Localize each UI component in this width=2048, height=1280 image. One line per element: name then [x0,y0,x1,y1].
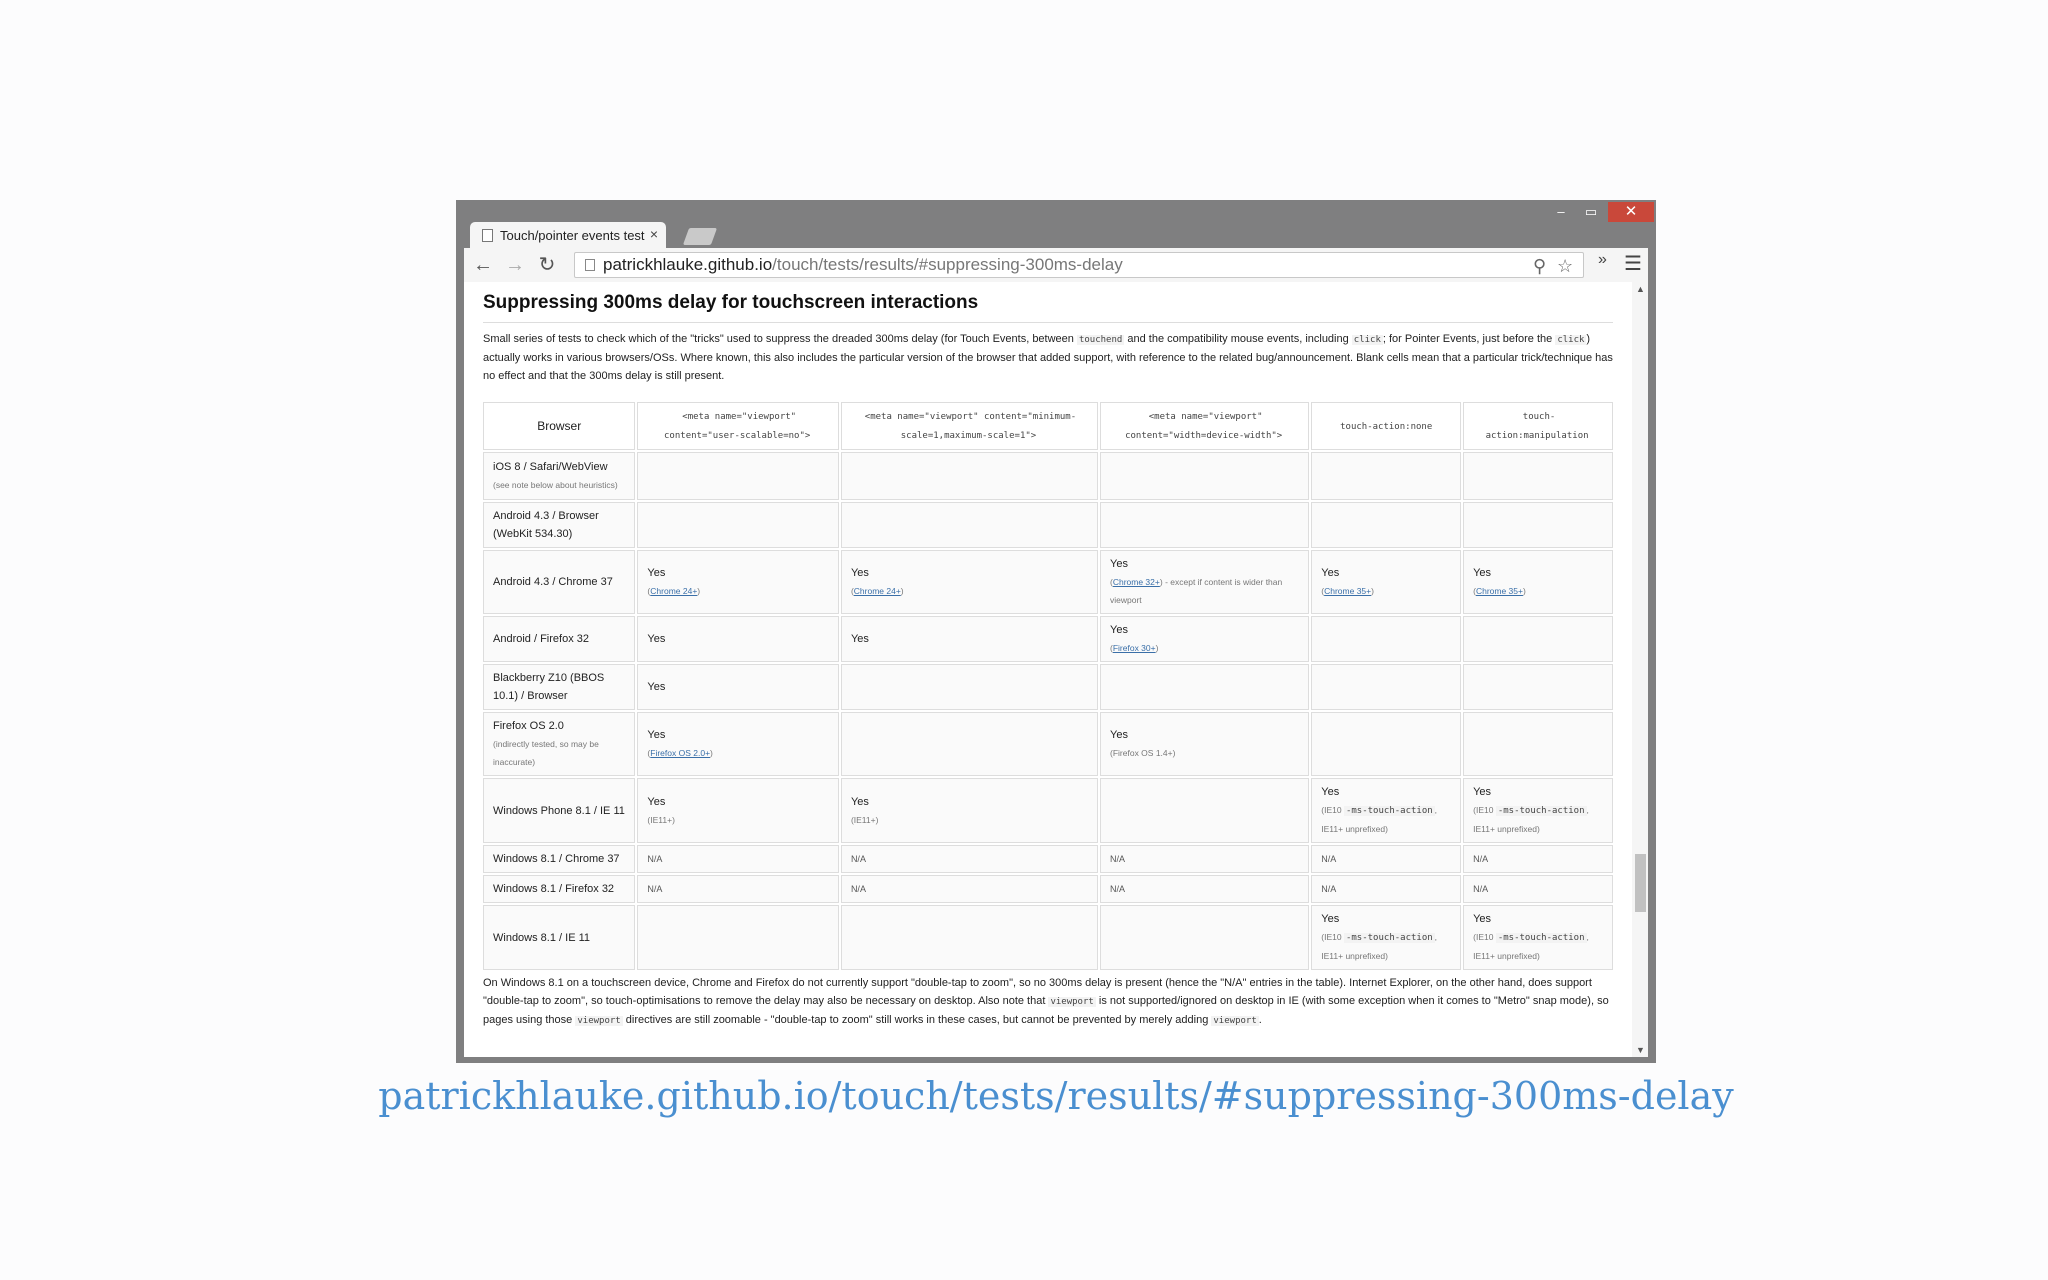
result-value: Yes [1473,567,1492,579]
intro-code-click: click [1353,335,1381,345]
version-note: IE10 [1324,805,1344,815]
result-cell [1311,845,1461,873]
table-row [483,875,1613,903]
table-row [483,502,1613,548]
result-cell [1463,778,1613,843]
browser-name-cell [483,616,635,662]
result-value: Yes [647,795,666,808]
result-detail [1321,928,1451,965]
version-note: - except if content is wider than viewport [1110,577,1283,605]
result-detail [1473,928,1603,965]
column-header-code: <meta name="viewport" content="minimum-scale=1,maximum-scale=1"> [864,412,1077,441]
result-cell [637,616,839,662]
result-cell [841,905,1098,970]
result-detail [1110,573,1299,609]
result-cell [841,616,1098,662]
footnote-text-4: . [1258,1014,1262,1026]
paren: ) [1536,824,1540,834]
result-cell [841,550,1098,614]
table-row [483,616,1613,662]
bookmark-star-icon[interactable]: ☆ [1557,256,1574,276]
result-cell [1463,452,1613,500]
extensions-overflow-icon[interactable]: » [1598,251,1607,268]
search-icon[interactable]: ⚲ [1533,256,1547,276]
result-cell [1311,550,1461,614]
result-cell [1463,616,1613,662]
result-cell [637,664,839,710]
browser-name: Windows 8.1 / IE 11 [493,931,591,944]
new-tab-button[interactable] [683,228,717,245]
result-value: Yes [1110,624,1128,636]
result-cell [1463,905,1613,970]
paren: ( [1321,586,1325,596]
result-value: Yes [647,681,666,693]
paren: ) [1385,824,1388,834]
result-value: Yes [1321,913,1340,925]
browser-name-cell [483,845,635,873]
result-detail [1321,582,1451,600]
browser-name-cell [483,905,635,970]
result-cell [1100,845,1309,873]
browser-tab[interactable] [470,222,666,248]
intro-code-touchend: touchend [1078,335,1123,345]
property-code: -ms-touch-action [1345,806,1433,816]
result-cell [1463,845,1613,873]
page-icon [482,229,493,242]
paren: ( [1321,805,1325,815]
result-detail [647,744,829,762]
url-caption: patrickhlauke.github.io/touch/tests/results/#suppressing-300ms-delay [378,1074,1734,1118]
paren: ) [900,586,904,596]
footnote-paragraph [483,974,1613,1030]
result-value: Yes [1110,558,1128,570]
intro-text-2: and the compatibility mouse events, including [1124,333,1352,345]
browser-note: (see note below about heuristics) [493,480,618,490]
scroll-up-arrow-icon[interactable]: ▲ [1636,284,1645,294]
result-cell [637,905,839,970]
result-detail [1110,744,1299,762]
result-detail [851,811,1088,829]
url-host: patrickhlauke.github.io [603,255,773,274]
na-label: N/A [1321,854,1337,864]
table-row [483,905,1613,970]
na-label: N/A [647,854,663,864]
column-header-code: touch-action:manipulation [1485,412,1589,441]
result-cell [1463,712,1613,776]
result-value: Yes [647,729,666,741]
version-link[interactable]: Chrome 24+ [853,586,901,596]
browser-name-cell [483,712,635,776]
browser-name-cell [483,875,635,903]
url-path: /touch/tests/results/#suppressing-300ms-delay [772,255,1123,274]
browser-name: Windows 8.1 / Firefox 32 [493,883,615,895]
minimize-button[interactable]: – [1557,204,1565,219]
footnote-text-3: directives are still zoomable - "double-tap to zoom" still works in these cases, but cannot be prevented by merely adding [622,1014,1212,1026]
column-header [1463,402,1613,450]
intro-code-click-2: click [1557,335,1585,345]
version-link[interactable]: Chrome 24+ [650,586,698,596]
property-code: -ms-touch-action [1345,933,1433,943]
paren: ( [850,814,854,825]
tab-title: Touch/pointer events test [500,228,645,243]
result-cell [1463,502,1613,548]
browser-name: Firefox OS 2.0 [493,720,564,732]
result-cell [1100,875,1309,903]
property-code: -ms-touch-action [1497,933,1585,943]
result-cell [1463,550,1613,614]
result-cell [1311,452,1461,500]
heading-divider [483,322,1613,323]
version-note: , IE11+ unprefixed [1473,932,1589,961]
paren: ) [1522,586,1526,596]
maximize-button[interactable]: ▭ [1584,204,1598,219]
version-note: , IE11+ unprefixed [1321,805,1438,834]
table-row [483,778,1613,843]
na-label: N/A [647,884,663,894]
result-cell [841,875,1098,903]
result-value: Yes [850,795,869,808]
result-detail [851,582,1088,600]
reload-icon[interactable]: ↻ [538,254,556,276]
result-value: Yes [1110,729,1128,741]
result-cell [1463,875,1613,903]
page-info-icon [585,259,595,271]
result-cell [1100,664,1309,710]
na-label: N/A [1110,884,1126,894]
paren: ) [697,586,701,596]
result-cell [1311,502,1461,548]
browser-name: Blackberry Z10 (BBOS 10.1) / Browser [493,672,605,702]
browser-window [456,200,1656,1063]
intro-text-3: ; for Pointer Events, just before the [1382,333,1556,345]
version-link[interactable]: Chrome 32+ [1112,577,1160,587]
na-label: N/A [850,884,866,894]
result-value: Yes [1473,913,1492,925]
browser-name-cell [483,664,635,710]
version-note: IE11+ [650,814,673,825]
result-cell [841,664,1098,710]
result-cell [841,845,1098,873]
result-cell [637,875,839,903]
column-header-code: <meta name="viewport" content="width=device-width"> [1125,412,1283,441]
result-value: Yes [647,633,666,645]
result-detail [1473,582,1603,600]
scroll-thumb[interactable] [1635,854,1646,912]
version-note: , IE11+ unprefixed [1473,805,1589,834]
table-row [483,712,1613,776]
table-row [483,550,1613,614]
browser-name-cell [483,778,635,843]
paren: ( [1473,805,1476,815]
version-note: IE10 [1475,932,1496,942]
footnote-code-viewport-2: viewport [577,1016,621,1026]
version-note: Firefox OS 1.4+ [1112,748,1173,758]
result-cell [1100,712,1309,776]
result-cell [637,845,839,873]
column-header-code: <meta name="viewport" content="user-scalable=no"> [664,412,811,441]
column-header [637,402,839,450]
version-link[interactable]: Firefox 30+ [1112,643,1156,653]
paren: ) [875,814,879,825]
footnote-code-viewport: viewport [1050,997,1094,1007]
browser-name-cell [483,452,635,500]
paren: ) [1159,577,1163,587]
paren: ) [1371,586,1374,596]
result-cell [1100,550,1309,614]
result-cell [637,502,839,548]
browser-toolbar [464,248,1648,282]
version-link[interactable]: Firefox OS 2.0+ [650,748,711,758]
result-cell [841,778,1098,843]
result-value: Yes [1321,786,1340,798]
browser-name: Android 4.3 / Browser (WebKit 534.30) [493,510,599,540]
paren: ( [1473,932,1476,942]
result-cell [1311,664,1461,710]
browser-name-cell [483,550,635,614]
result-cell [1311,616,1461,662]
back-arrow-icon[interactable]: ← [473,254,493,276]
browser-name: Windows 8.1 / Chrome 37 [493,853,620,865]
result-value: Yes [1321,567,1340,579]
paren: ) [1536,951,1540,961]
paren: ) [672,814,675,825]
paren: ( [1321,932,1325,942]
paren: ( [1110,577,1113,587]
close-window-button[interactable]: ✕ [1608,202,1654,222]
table-header-row [483,402,1613,450]
result-cell [1311,778,1461,843]
result-cell [1100,778,1309,843]
column-header [1100,402,1309,450]
table-row [483,664,1613,710]
na-label: N/A [850,854,866,864]
column-header [841,402,1098,450]
result-value: Yes [1473,786,1492,798]
result-cell [841,712,1098,776]
result-cell [637,778,839,843]
version-note: IE10 [1324,932,1344,942]
paren: ) [1172,748,1176,758]
result-cell [1311,905,1461,970]
address-bar[interactable] [574,252,1584,278]
paren: ( [647,814,651,825]
paren: ( [647,586,651,596]
result-cell [637,550,839,614]
table-body [483,452,1613,970]
table-row [483,452,1613,500]
footnote-code-viewport-3: viewport [1213,1016,1257,1026]
paren: ) [1385,951,1388,961]
browser-name: Android / Firefox 32 [493,633,589,645]
result-value: Yes [850,633,869,645]
menu-icon[interactable]: ☰ [1624,253,1642,275]
result-detail [1110,639,1299,657]
result-detail [647,582,829,600]
result-cell [637,712,839,776]
table-row [483,845,1613,873]
browser-name-cell [483,502,635,548]
url-text [603,253,1123,277]
result-cell [1100,616,1309,662]
paren: ( [1110,748,1113,758]
result-value: Yes [647,567,666,579]
paren: ) [1155,643,1159,653]
intro-text-1: Small series of tests to check which of the "tricks" used to suppress the dreaded 300ms delay (for Touch Events, between [483,333,1077,345]
results-table [481,400,1615,972]
version-note: IE11+ [853,814,876,825]
intro-text-4: ) actually works in various browsers/OSs. Where known, this also includes the particular version of the browser that added support, with reference to the related bug/announcement. Blank cells mean that a particular trick/technique has no effect and that the 300ms delay is still present. [483,333,1613,382]
result-cell [841,452,1098,500]
na-label: N/A [1473,884,1489,894]
browser-name: iOS 8 / Safari/WebView [493,461,608,473]
forward-arrow-icon[interactable]: → [505,254,525,276]
vertical-scrollbar[interactable] [1632,282,1648,1057]
scroll-down-arrow-icon[interactable]: ▼ [1636,1045,1645,1055]
result-value: Yes [850,567,869,579]
result-cell [1100,502,1309,548]
result-detail [1473,801,1603,838]
version-note: , IE11+ unprefixed [1321,932,1438,961]
column-header-code: touch-action:none [1340,421,1433,432]
na-label: N/A [1321,884,1337,894]
column-header [1311,402,1461,450]
na-label: N/A [1110,854,1126,864]
page-content [464,282,1648,1057]
browser-name: Android 4.3 / Chrome 37 [493,576,613,588]
result-detail [1321,801,1451,838]
result-cell [1311,712,1461,776]
result-cell [1463,664,1613,710]
result-cell [1100,905,1309,970]
property-code: -ms-touch-action [1497,806,1585,816]
result-cell [637,452,839,500]
result-detail [647,811,829,829]
result-cell [841,502,1098,548]
page-heading: Suppressing 300ms delay for touchscreen interactions [483,292,979,313]
na-label: N/A [1473,854,1489,864]
result-cell [1311,875,1461,903]
paren: ) [710,748,713,758]
result-cell [1100,452,1309,500]
column-header: Browser [483,402,635,450]
footnote-text-2: is not supported/ignored on desktop in IE (with some exception when it comes to "Metro" snap mode), so pages using those [483,995,1609,1026]
browser-name: Windows Phone 8.1 / IE 11 [493,804,625,817]
version-link[interactable]: Chrome 35+ [1475,586,1523,596]
footnote-text-1: On Windows 8.1 on a touchscreen device, Chrome and Firefox do not currently support "double-tap to zoom", so no 300ms delay is present (hence the "N/A" entries in the table). Internet Explorer, on the other hand, does support "double-tap to zoom", so touch-optimisations to remove the delay may also be necessary on desktop. Also note that [483,977,1592,1007]
intro-paragraph [483,330,1613,385]
version-note: IE10 [1475,805,1496,815]
paren: ( [850,586,854,596]
version-link[interactable]: Chrome 35+ [1324,586,1372,596]
paren: ( [1473,586,1476,596]
browser-note: (indirectly tested, so may be inaccurate) [493,739,599,767]
paren: ( [1110,643,1113,653]
paren: ( [647,748,651,758]
tab-close-icon[interactable]: × [649,226,658,242]
